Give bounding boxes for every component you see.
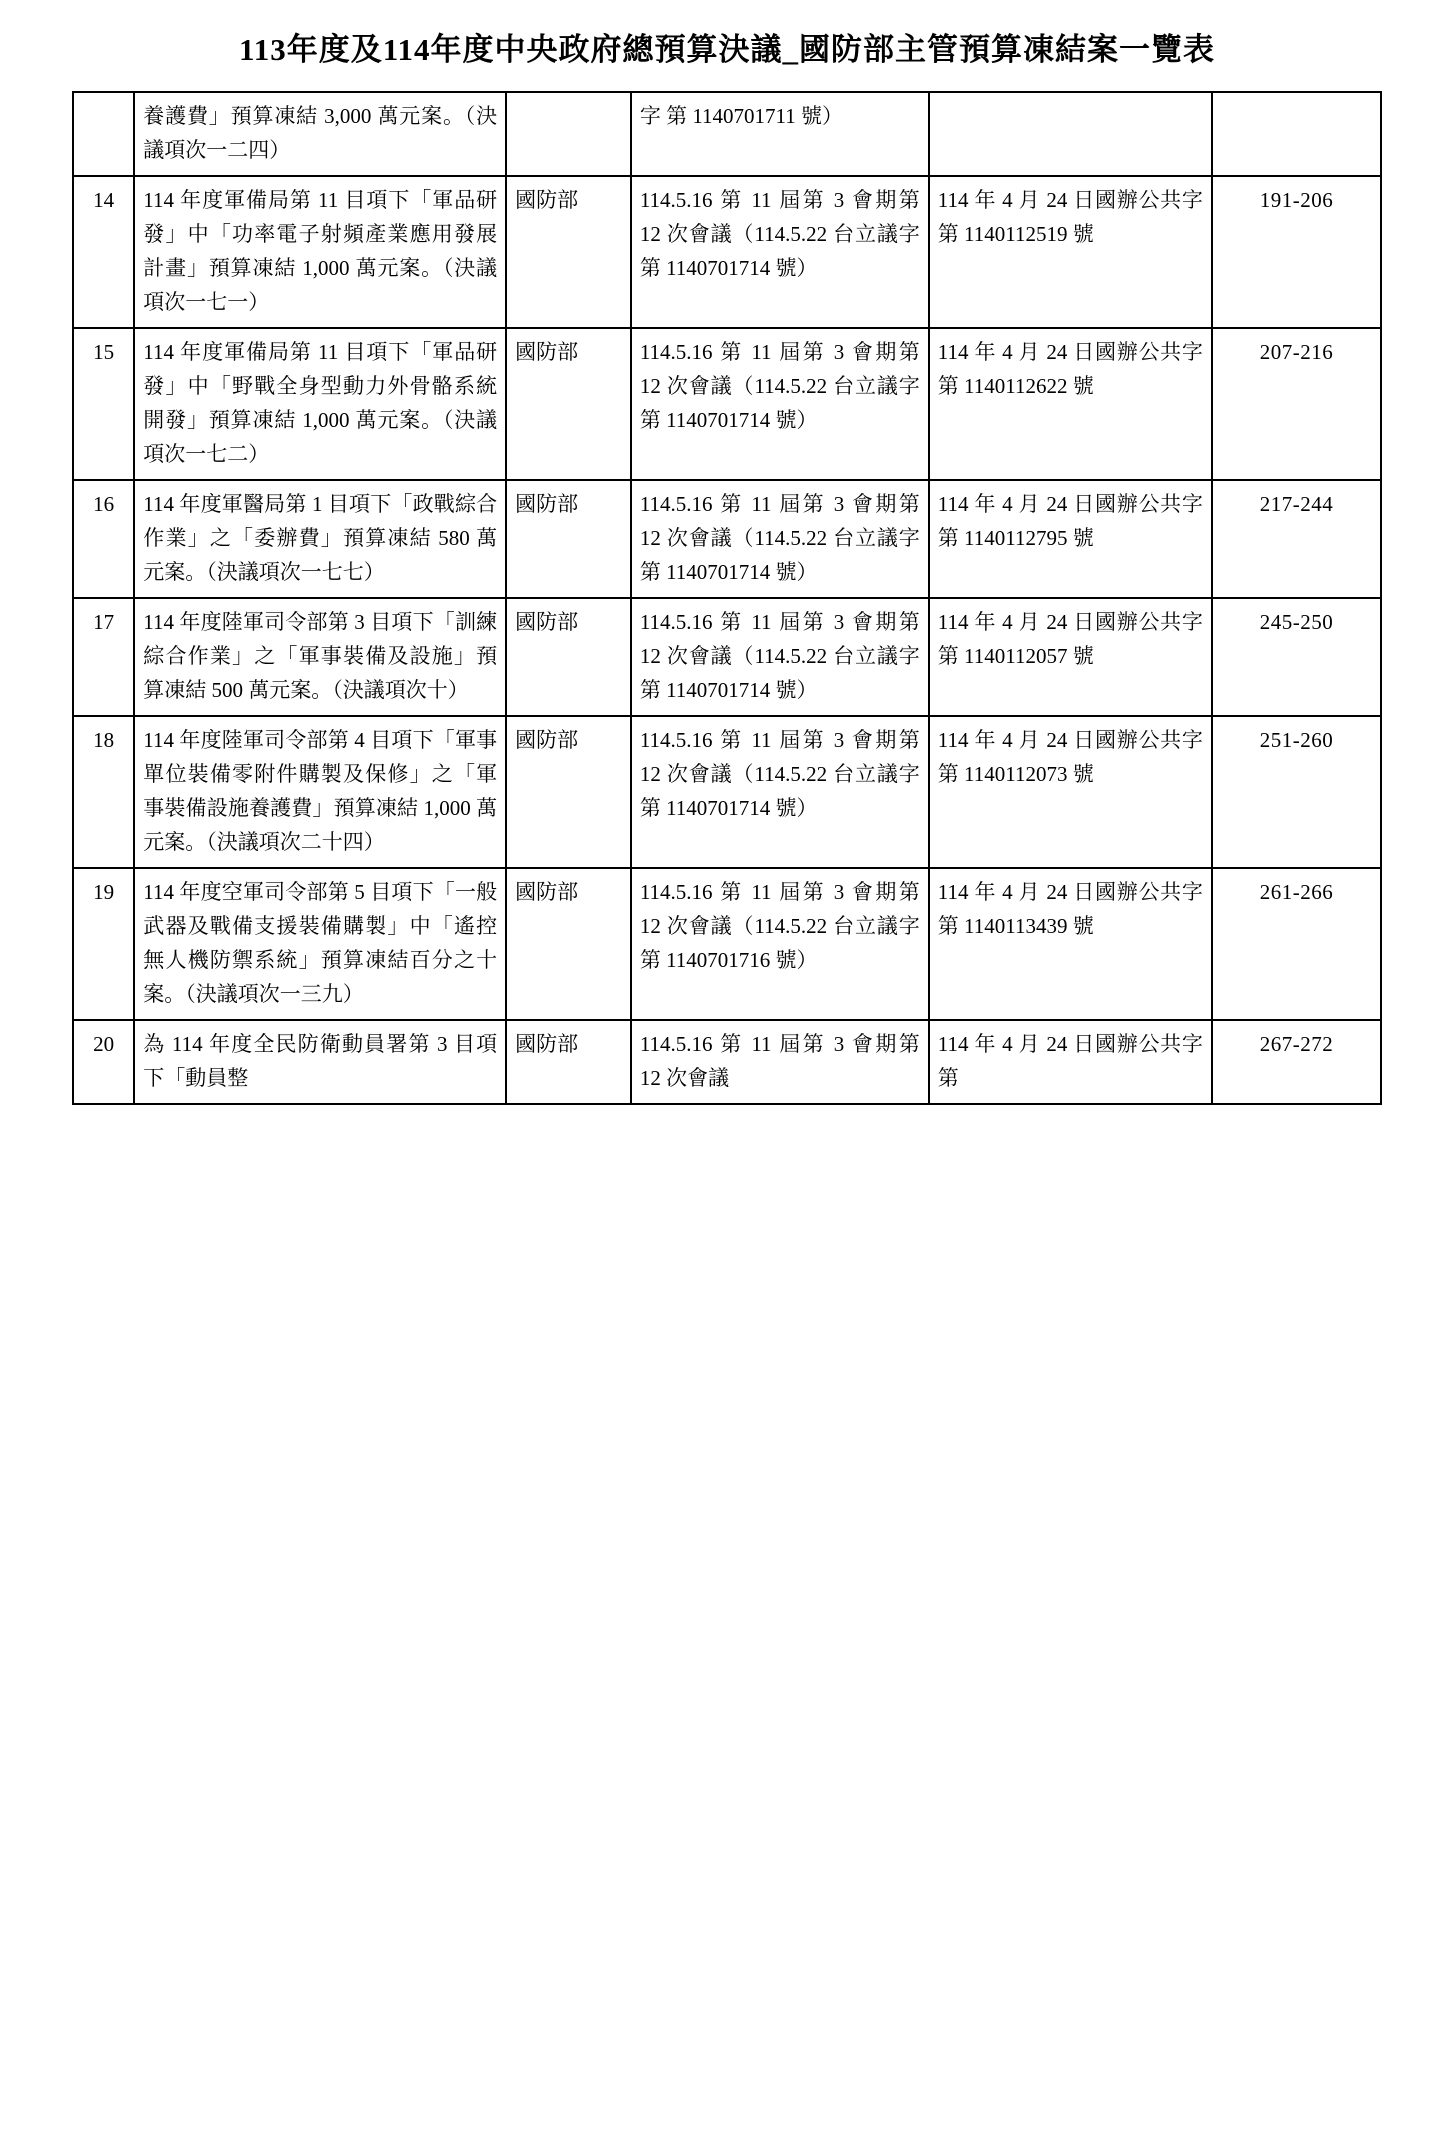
row-description: 為 114 年度全民防衛動員署第 3 目項下「動員整 — [134, 1020, 506, 1104]
row-meeting: 114.5.16 第 11 屆第 3 會期第 12 次會議（114.5.22 台立議字 第 1140701714 號） — [631, 328, 929, 480]
row-number: 14 — [73, 176, 134, 328]
row-meeting: 114.5.16 第 11 屆第 3 會期第 12 次會議（114.5.22 台立議字 第 1140701714 號） — [631, 176, 929, 328]
row-number: 15 — [73, 328, 134, 480]
row-document-number: 114 年 4 月 24 日國辦公共字第 — [929, 1020, 1212, 1104]
row-number: 16 — [73, 480, 134, 598]
row-organization: 國防部 — [506, 328, 631, 480]
row-meeting: 114.5.16 第 11 屆第 3 會期第 12 次會議（114.5.22 台立議字 第 1140701714 號） — [631, 480, 929, 598]
row-organization: 國防部 — [506, 176, 631, 328]
row-number: 19 — [73, 868, 134, 1020]
row-organization: 國防部 — [506, 598, 631, 716]
table-row — [73, 598, 1381, 716]
row-number: 20 — [73, 1020, 134, 1104]
table-row — [73, 480, 1381, 598]
row-organization: 國防部 — [506, 1020, 631, 1104]
table-row — [73, 1020, 1381, 1104]
row-meeting: 字 第 1140701711 號） — [631, 92, 929, 176]
row-document-number — [929, 92, 1212, 176]
row-number: 17 — [73, 598, 134, 716]
row-number: 18 — [73, 716, 134, 868]
row-description: 114 年度軍醫局第 1 目項下「政戰綜合作業」之「委辦費」預算凍結 580 萬元案。（決議項次一七七） — [134, 480, 506, 598]
row-page-range: 251-260 — [1212, 716, 1381, 868]
row-document-number: 114 年 4 月 24 日國辦公共字第 1140112622 號 — [929, 328, 1212, 480]
row-description: 114 年度軍備局第 11 目項下「軍品研發」中「功率電子射頻產業應用發展計畫」預算凍結 1,000 萬元案。（決議項次一七一） — [134, 176, 506, 328]
row-description: 114 年度空軍司令部第 5 目項下「一般武器及戰備支援裝備購製」中「遙控無人機防禦系統」預算凍結百分之十案。（決議項次一三九） — [134, 868, 506, 1020]
table-row — [73, 868, 1381, 1020]
table-row — [73, 176, 1381, 328]
row-description: 114 年度軍備局第 11 目項下「軍品研發」中「野戰全身型動力外骨骼系統開發」預算凍結 1,000 萬元案。（決議項次一七二） — [134, 328, 506, 480]
table-row — [73, 92, 1381, 176]
row-description: 114 年度陸軍司令部第 4 目項下「軍事單位裝備零附件購製及保修」之「軍事裝備設施養護費」預算凍結 1,000 萬元案。（決議項次二十四） — [134, 716, 506, 868]
row-document-number: 114 年 4 月 24 日國辦公共字第 1140112795 號 — [929, 480, 1212, 598]
row-meeting: 114.5.16 第 11 屆第 3 會期第 12 次會議（114.5.22 台立議字 第 1140701716 號） — [631, 868, 929, 1020]
table-row — [73, 328, 1381, 480]
row-meeting: 114.5.16 第 11 屆第 3 會期第 12 次會議 — [631, 1020, 929, 1104]
row-page-range: 217-244 — [1212, 480, 1381, 598]
table-row — [73, 716, 1381, 868]
page-title: 113年度及114年度中央政府總預算決議_國防部主管預算凍結案一覽表 — [238, 32, 1216, 67]
row-organization: 國防部 — [506, 480, 631, 598]
row-organization: 國防部 — [506, 868, 631, 1020]
row-page-range: 191-206 — [1212, 176, 1381, 328]
row-organization: 國防部 — [506, 716, 631, 868]
row-page-range: 245-250 — [1212, 598, 1381, 716]
row-page-range: 207-216 — [1212, 328, 1381, 480]
row-number — [73, 92, 134, 176]
row-page-range: 261-266 — [1212, 868, 1381, 1020]
row-document-number: 114 年 4 月 24 日國辦公共字第 1140112073 號 — [929, 716, 1212, 868]
row-meeting: 114.5.16 第 11 屆第 3 會期第 12 次會議（114.5.22 台立議字 第 1140701714 號） — [631, 716, 929, 868]
row-description: 114 年度陸軍司令部第 3 目項下「訓練綜合作業」之「軍事裝備及設施」預算凍結 500 萬元案。（決議項次十） — [134, 598, 506, 716]
row-page-range — [1212, 92, 1381, 176]
row-page-range: 267-272 — [1212, 1020, 1381, 1104]
row-organization — [506, 92, 631, 176]
row-document-number: 114 年 4 月 24 日國辦公共字第 1140112519 號 — [929, 176, 1212, 328]
row-document-number: 114 年 4 月 24 日國辦公共字第 1140113439 號 — [929, 868, 1212, 1020]
budget-freeze-table — [72, 91, 1382, 1105]
row-document-number: 114 年 4 月 24 日國辦公共字第 1140112057 號 — [929, 598, 1212, 716]
row-description: 養護費」預算凍結 3,000 萬元案。（決議項次一二四） — [134, 92, 506, 176]
row-meeting: 114.5.16 第 11 屆第 3 會期第 12 次會議（114.5.22 台立議字 第 1140701714 號） — [631, 598, 929, 716]
